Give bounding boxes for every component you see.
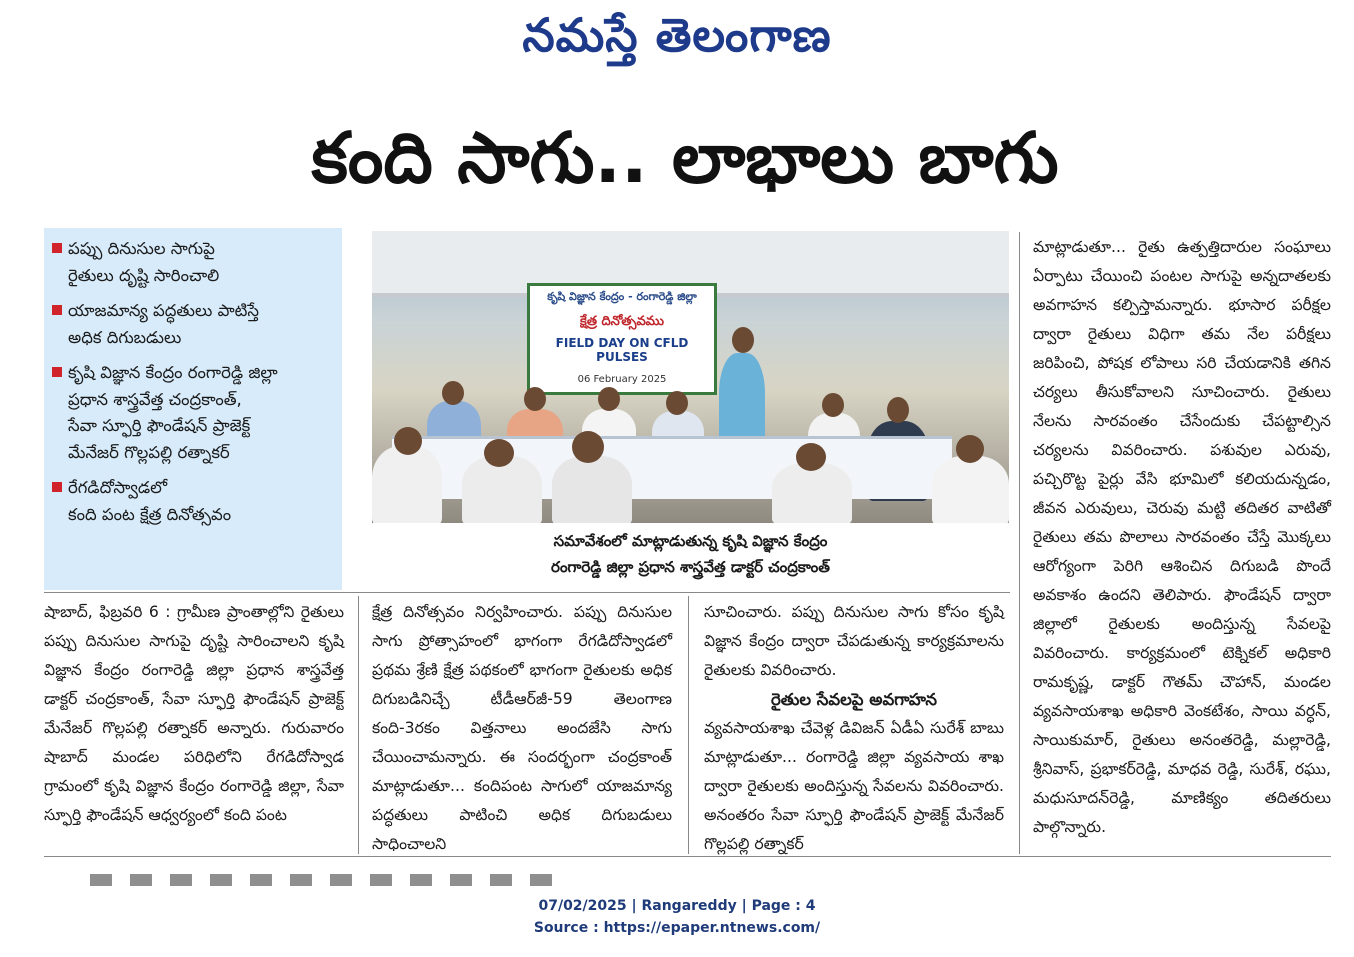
banner-subtitle: FIELD DAY ON CFLD PULSES	[555, 336, 689, 364]
highlight-line: మేనేజర్ గొల్లపల్లి రత్నాకర్	[68, 442, 230, 462]
event-photo	[372, 231, 1009, 523]
highlight-line: కంది పంట క్షేత్ర దినోత్సవం	[68, 504, 232, 524]
person-head	[822, 393, 844, 417]
banner-org: కృషి విజ్ఞాన కేంద్రం - రంగారెడ్డి జిల్లా	[547, 290, 697, 303]
article-text: మాట్లాడుతూ... రైతు ఉత్పత్తిదారుల సంఘాలు ఏర్పాటు చేయించి పంటల సాగుపై అన్నదాతలకు అవగాహన కల్పిస్తామన్నారు. భూసార పరీక్షల ద్వారా రైతులు విధిగా తమ నేల పరీక్షలు జరిపించి, పోషక లోపాలు సరి చేయడానికి తగిన చర్యలు తీసుకోవాలని సూచించారు. రైతులు నేలను సారవంతం చేసేందుకు చేపట్టాల్సిన చర్యలను వివరించారు. పశువుల ఎరువు, పచ్చిరొట్ట పైర్లు వేసి భూమిలో కలియదున్నడం, జీవన ఎరువులు, చెరువు మట్టి తదితర వాటితో రైతులు తమ పొలాలు సారవంతం చేస్తే మొక్కలు ఆరోగ్యంగా పెరిగి ఆశించిన దిగుబడి పొందే అవకాశం ఉందని తెలిపారు. ఫౌండేషన్ ద్వారా జిల్లాలో రైతులకు అందిస్తున్న సేవలపై వివరించారు. కార్యక్రమంలో టెక్నికల్ అధికారి రామకృష్ణ, డాక్టర్ గౌతమ్ చౌహాన్, మండల వ్యవసాయశాఖ అధికారి వెంకటేశం, సాయి వర్ధన్, సాయికుమార్, రైతులు అనంతరెడ్డి, మల్లారెడ్డి, శ్రీనివాస్, ప్రభాకర్‌రెడ్డి, మాధవ రెడ్డి, సురేశ్, రఘు, మధుసూదన్‌రెడ్డి, మాణిక్యం తదితరులు పాల్గొన్నారు.	[1033, 238, 1331, 836]
bottom-rule	[44, 856, 1331, 857]
column-divider	[358, 596, 359, 854]
highlight-line: అధిక దిగుబడులు	[68, 327, 182, 347]
person-head	[598, 387, 620, 411]
audience-person	[772, 463, 852, 523]
banner-date: 06 February 2025	[577, 374, 667, 385]
footer-date-line: 07/02/2025 | Rangareddy | Page : 4	[538, 898, 816, 914]
highlight-line: పప్పు దినుసుల సాగుపై	[52, 236, 336, 263]
audience-head	[484, 439, 514, 467]
article-text: వ్యవసాయశాఖ చేవెళ్ల డివిజన్ ఏడీఏ సురేశ్ బాబు మాట్లాడుతూ... రంగారెడ్డి జిల్లా వ్యవసాయ శాఖ ద్వారా రైతులకు అందిస్తున్న సేవలను వివరించారు. అనంతరం సేవా స్ఫూర్తి ఫౌండేషన్ ప్రాజెక్ట్ మేనేజర్ గొల్లపల్లి రత్నాకర్	[704, 719, 1004, 853]
audience-head	[572, 431, 604, 463]
banner-title: క్షేత్ర దినోత్సవము	[580, 314, 664, 329]
event-banner	[527, 283, 717, 395]
highlights-box	[44, 228, 342, 590]
person-head	[442, 381, 464, 405]
highlight-line: సేవా స్ఫూర్తి ఫౌండేషన్ ప్రాజెక్ట్	[68, 416, 251, 435]
caption-line: రంగారెడ్డి జిల్లా ప్రధాన శాస్త్రవేత్త డాక్టర్ చంద్రకాంత్	[551, 558, 830, 576]
article-subheading: రైతుల సేవలపై అవగాహన	[771, 690, 937, 709]
audience-head	[956, 435, 984, 463]
page-footer	[0, 895, 1354, 939]
person-head	[666, 391, 688, 415]
next-article-fragment	[90, 874, 570, 886]
audience-head	[796, 443, 826, 471]
column-divider	[1019, 232, 1020, 854]
audience-head	[394, 427, 422, 455]
highlight-item	[52, 360, 336, 466]
speaker-head	[732, 327, 754, 353]
column-divider	[688, 596, 689, 854]
person-head	[887, 397, 909, 423]
footer-source-line: Source : https://epaper.ntnews.com/	[533, 920, 821, 936]
caption-line: సమావేశంలో మాట్లాడుతున్న కృషి విజ్ఞాన కేంద్రం	[553, 532, 828, 550]
audience-person	[372, 446, 442, 523]
article-column-2	[372, 598, 672, 859]
highlight-item	[52, 236, 336, 289]
article-column-right	[1033, 233, 1331, 842]
highlight-item	[52, 298, 336, 351]
article-column-1	[44, 598, 344, 830]
highlight-item	[52, 475, 336, 528]
highlight-line: యాజమాన్య పద్ధతులు పాటిస్తే	[52, 298, 336, 325]
article-headline: కంది సాగు.. లాభాలు బాగు	[311, 117, 1059, 199]
audience-person	[552, 456, 632, 523]
highlight-line: రేగడిదోస్వాడలో	[52, 475, 336, 502]
highlight-line: కృషి విజ్ఞాన కేంద్రం రంగారెడ్డి జిల్లా	[52, 360, 336, 387]
article-text: షాబాద్, ఫిబ్రవరి 6 : గ్రామీణ ప్రాంతాల్లోని రైతులు పప్పు దినుసుల సాగుపై దృష్టి సారించాలని కృషి విజ్ఞాన కేంద్రం రంగారెడ్డి జిల్లా ప్రధాన శాస్త్రవేత్త డాక్టర్ చంద్రకాంత్, సేవా స్ఫూర్తి ఫౌండేషన్ ప్రాజెక్ట్ మేనేజర్ గొల్లపల్లి రత్నాకర్ అన్నారు. గురువారం షాబాద్ మండల పరిధిలోని రేగడిదోస్వాడ గ్రామంలో కృషి విజ్ఞాన కేంద్రం రంగారెడ్డి జిల్లా, సేవా స్ఫూర్తి ఫౌండేషన్ ఆధ్వర్యంలో కంది పంట	[44, 603, 344, 824]
highlight-line: ప్రధాన శాస్త్రవేత్త చంద్రకాంత్,	[68, 389, 242, 409]
section-divider	[44, 592, 1010, 593]
article-text: సూచించారు. పప్పు దినుసుల సాగు కోసం కృషి విజ్ఞాన కేంద్రం ద్వారా చేపడుతున్న కార్యక్రమాలను రైతులకు వివరించారు.	[704, 603, 1004, 679]
article-column-3	[704, 598, 1004, 859]
person-head	[524, 387, 546, 411]
article-text: క్షేత్ర దినోత్సవం నిర్వహించారు. పప్పు దినుసుల సాగు ప్రోత్సాహంలో భాగంగా రేగడిదోస్వాడలో ప్రథమ శ్రేణి క్షేత్ర పథకంలో భాగంగా రైతులకు అధిక దిగుబడినిచ్చే టీడీఆర్‌జీ-59 తెలంగాణ కంది-3రకం విత్తనాలు అందజేసి సాగు చేయించామన్నారు. ఈ సందర్భంగా చంద్రకాంత్ మాట్లాడుతూ... కందిపంట సాగులో యాజమాన్య పద్ధతులు పాటించి అధిక దిగుబడులు సాధించాలని	[372, 603, 672, 853]
highlight-line: రైతులు దృష్టి సారించాలి	[68, 265, 220, 285]
newspaper-masthead: నమస్తే తెలంగాణ	[522, 8, 832, 62]
audience-person	[932, 456, 1009, 523]
photo-caption	[372, 526, 1009, 584]
